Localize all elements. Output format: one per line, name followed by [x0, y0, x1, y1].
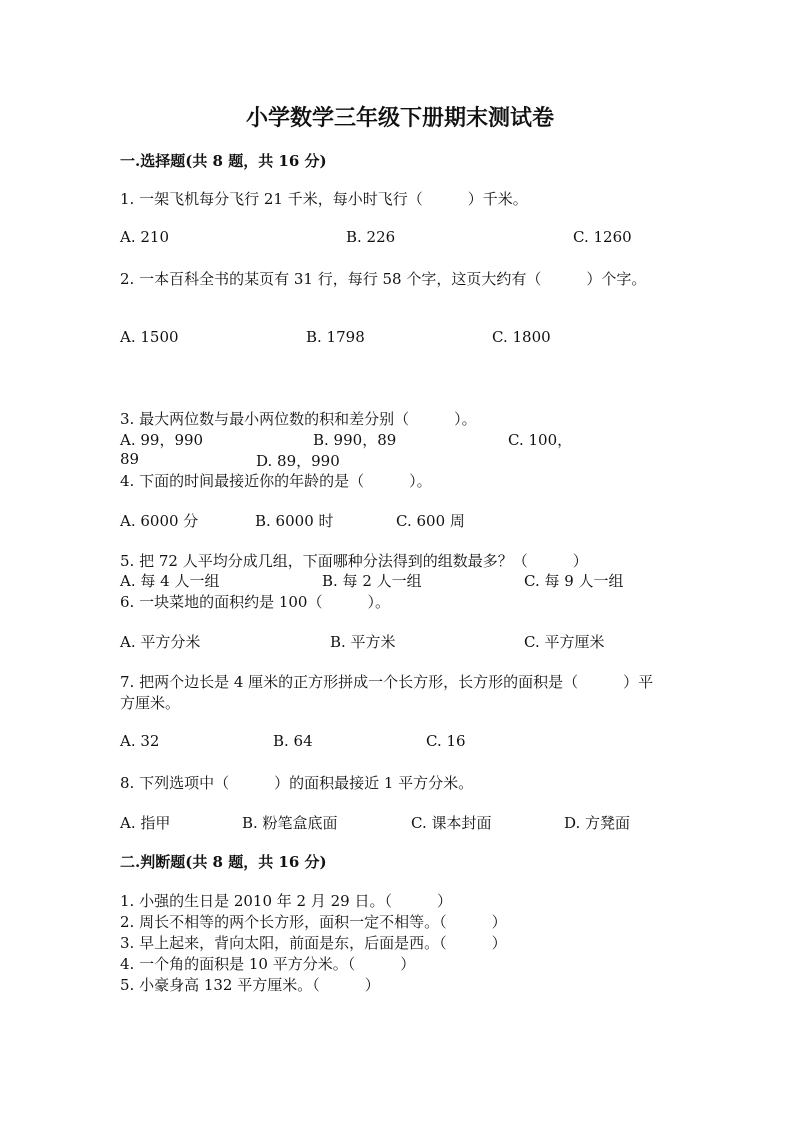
question-3-option-b: B. 990，89	[313, 431, 397, 449]
question-3: 3. 最大两位数与最小两位数的积和差分别（ ）。	[120, 410, 477, 428]
question-6-option-c: C. 平方厘米	[524, 633, 605, 651]
judgment-item-2: 2. 周长不相等的两个长方形，面积一定不相等。（ ）	[120, 913, 507, 931]
question-5: 5. 把 72 人平均分成几组，下面哪种分法得到的组数最多？（ ）	[120, 552, 588, 570]
question-3-option-c-wrap: 89	[120, 450, 140, 468]
question-1-option-a: A. 210	[120, 228, 169, 246]
question-5-option-c: C. 每 9 人一组	[524, 572, 624, 590]
question-2: 2. 一本百科全书的某页有 31 行，每行 58 个字，这页大约有（ ）个字。	[120, 270, 647, 288]
section-heading-judgment: 二.判断题(共 8 题，共 16 分)	[120, 853, 327, 871]
question-8: 8. 下列选项中（ ）的面积最接近 1 平方分米。	[120, 774, 474, 792]
question-8-option-c: C. 课本封面	[411, 814, 492, 832]
judgment-item-3: 3. 早上起来，背向太阳，前面是东，后面是西。（ ）	[120, 934, 507, 952]
question-7-continued: 方厘米。	[120, 694, 181, 712]
page-title: 小学数学三年级下册期末测试卷	[245, 105, 554, 131]
question-3-option-d: D. 89，990	[256, 452, 340, 470]
question-8-option-b: B. 粉笔盒底面	[242, 814, 338, 832]
question-7: 7. 把两个边长是 4 厘米的正方形拼成一个长方形，长方形的面积是（ ）平	[120, 673, 654, 691]
question-3-option-c: C. 100，	[508, 431, 573, 449]
question-2-option-a: A. 1500	[120, 328, 179, 346]
question-5-option-a: A. 每 4 人一组	[120, 572, 220, 590]
question-4-option-a: A. 6000 分	[120, 512, 199, 530]
question-4: 4. 下面的时间最接近你的年龄的是（ ）。	[120, 472, 432, 490]
question-2-option-b: B. 1798	[306, 328, 365, 346]
question-3-option-a: A. 99，990	[120, 431, 204, 449]
judgment-item-4: 4. 一个角的面积是 10 平方分米。（ ）	[120, 955, 416, 973]
question-2-option-c: C. 1800	[492, 328, 551, 346]
judgment-item-1: 1. 小强的生日是 2010 年 2 月 29 日。（ ）	[120, 892, 452, 910]
question-5-option-b: B. 每 2 人一组	[322, 572, 422, 590]
question-1-option-b: B. 226	[346, 228, 396, 246]
question-6-option-a: A. 平方分米	[120, 633, 201, 651]
question-4-option-b: B. 6000 时	[255, 512, 334, 530]
question-4-option-c: C. 600 周	[396, 512, 465, 530]
question-6: 6. 一块菜地的面积约是 100（ ）。	[120, 593, 390, 611]
question-1-option-c: C. 1260	[573, 228, 632, 246]
judgment-item-5: 5. 小豪身高 132 平方厘米。（ ）	[120, 976, 380, 994]
question-7-option-c: C. 16	[426, 732, 466, 750]
question-7-option-b: B. 64	[273, 732, 313, 750]
section-heading-choice: 一.选择题(共 8 题，共 16 分)	[120, 152, 327, 170]
question-6-option-b: B. 平方米	[330, 633, 396, 651]
question-1: 1. 一架飞机每分飞行 21 千米，每小时飞行（ ）千米。	[120, 190, 528, 208]
question-8-option-d: D. 方凳面	[564, 814, 631, 832]
question-7-option-a: A. 32	[120, 732, 160, 750]
question-8-option-a: A. 指甲	[120, 814, 171, 832]
